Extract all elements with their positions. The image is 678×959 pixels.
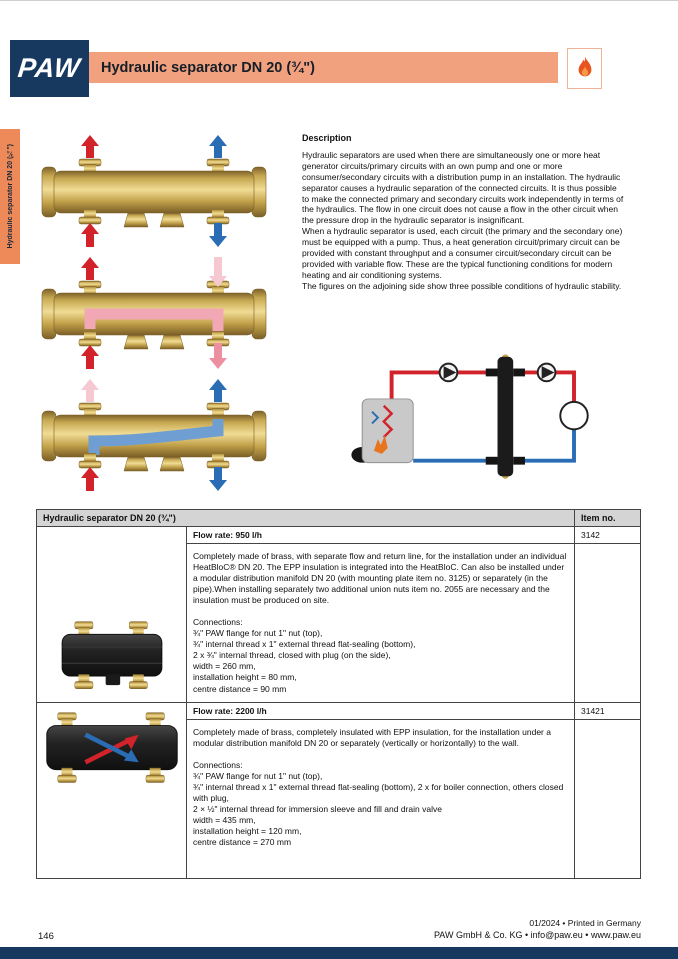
product-photo-2200lh <box>43 709 181 788</box>
pump-icon <box>440 364 458 382</box>
separator-illustration-primary-surplus <box>28 257 280 369</box>
footer-contact: PAW GmbH & Co. KG • info@paw.eu • www.paw.eu <box>433 930 641 941</box>
connections-label: Connections: <box>193 759 243 770</box>
item-no-column-spacer <box>574 720 640 878</box>
hydraulic-circuit-diagram <box>350 345 596 497</box>
page-title: Hydraulic separator DN 20 (¾") <box>101 59 315 76</box>
connection-spec: installation height = 120 mm, <box>193 825 302 836</box>
boiler-icon <box>351 399 413 463</box>
connection-spec: centre distance = 90 mm <box>193 683 287 694</box>
paw-logo <box>10 40 89 97</box>
item-no-column-spacer <box>574 544 640 702</box>
connection-spec: ¾" PAW flange for nut 1" nut (top), <box>193 770 323 781</box>
footer-imprint <box>434 918 641 942</box>
separator-bar-icon <box>486 354 525 479</box>
pump-icon <box>538 364 556 382</box>
table-row <box>37 527 640 702</box>
description-paragraph: The figures on the adjoining side show three possible conditions of hydraulic stability. <box>302 280 622 291</box>
product-table-title: Hydraulic separator DN 20 (¾") <box>43 513 176 523</box>
product-table-header <box>37 510 640 527</box>
connections-label: Connections: <box>193 617 243 628</box>
connection-spec: ¾" internal thread x 1" external thread flat-sealing (bottom), 2 x for boiler connection, others closed with plug, <box>193 781 564 803</box>
footer-bar <box>0 947 678 959</box>
footer-print-info: 01/2024 • Printed in Germany <box>529 918 641 928</box>
product-image-cell <box>37 703 187 878</box>
item-no-column-header: Item no. <box>574 510 640 526</box>
flow-rate-label: Flow rate: 950 l/h <box>187 527 574 544</box>
product-description: Completely made of brass, with separate flow and return line, for the installation under an individual HeatBloC® DN 20. The EPP insulation is integrated into the HeatBloC. Can also be installed under a modular distribution manifold DN 20 (with mounting plate item no. 3125) or separately (in the pipe).When installing separately two additional union nuts item no. 2055 are necessary and the insulation must be produced on site. <box>193 551 567 606</box>
flow-rate-label: Flow rate: 2200 l/h <box>187 703 574 720</box>
product-description: Completely made of brass, completely insulated with EPP insulation, for the installation under a modular distribution manifold DN 20 or separately (vertically or horizontally) to the wall. <box>193 726 551 748</box>
connection-spec: width = 435 mm, <box>193 814 256 825</box>
product-table <box>36 509 641 879</box>
product-description-cell <box>187 720 574 878</box>
description-paragraph: When a hydraulic separator is used, each circuit (the primary and the secondary one) must be equipped with a pump. Thus, a heat generation circuit/primary circuit can be provided with constant throughput and a consumer circuit/secondary circuit can be provided with variable flow. These are the typical functioning conditions for modern heating and air conditioning systems. <box>302 226 623 280</box>
page-header-bar <box>89 52 558 83</box>
connection-spec: installation height = 80 mm, <box>193 672 297 683</box>
description-heading: Description <box>302 133 352 143</box>
connection-spec: ¾" internal thread x 1" external thread flat-sealing (bottom), <box>193 639 416 650</box>
page-number: 146 <box>38 931 54 942</box>
connection-spec: 2 × ½" internal thread for immersion sleeve and fill and drain valve <box>193 803 442 814</box>
section-register-tab <box>0 129 20 264</box>
section-register-label: Hydraulic separator DN 20 (¾") <box>6 144 14 249</box>
table-row <box>37 702 640 878</box>
connection-spec: width = 260 mm, <box>193 661 256 672</box>
separator-illustration-secondary-surplus <box>28 379 280 491</box>
item-number: 31421 <box>574 703 640 720</box>
flame-icon <box>574 55 596 83</box>
product-photo-950lh <box>53 618 171 696</box>
description-section <box>302 133 624 291</box>
product-image-cell <box>37 527 187 702</box>
item-number: 3142 <box>574 527 640 544</box>
connection-spec: 2 x ¾" internal thread, closed with plug (on the side), <box>193 650 391 661</box>
connection-spec: ¾" PAW flange for nut 1" nut (top), <box>193 628 323 639</box>
separator-illustration-equal-flow <box>28 135 280 247</box>
description-paragraph: Hydraulic separators are used when there are simultaneously one or more heat generator circuits/primary circuits with an own pump and one or more consumer/secondary circuits with a distribution pump in an installation. The hydraulic separator causes a hydraulic separation of the connected circuits. It is thus possible to make the connected primary and secondary circuits work independently in terms of the hydraulics. The flow in one circuit does not cause a flow in the other circuit when the pressure drop in the hydraulic separator is insignificant. <box>302 150 624 226</box>
connection-spec: centre distance = 270 mm <box>193 836 292 847</box>
paw-logo-text: PAW <box>16 53 83 83</box>
consumer-circuit-icon <box>560 402 587 429</box>
heating-category-badge <box>567 48 602 89</box>
product-description-cell <box>187 544 574 702</box>
